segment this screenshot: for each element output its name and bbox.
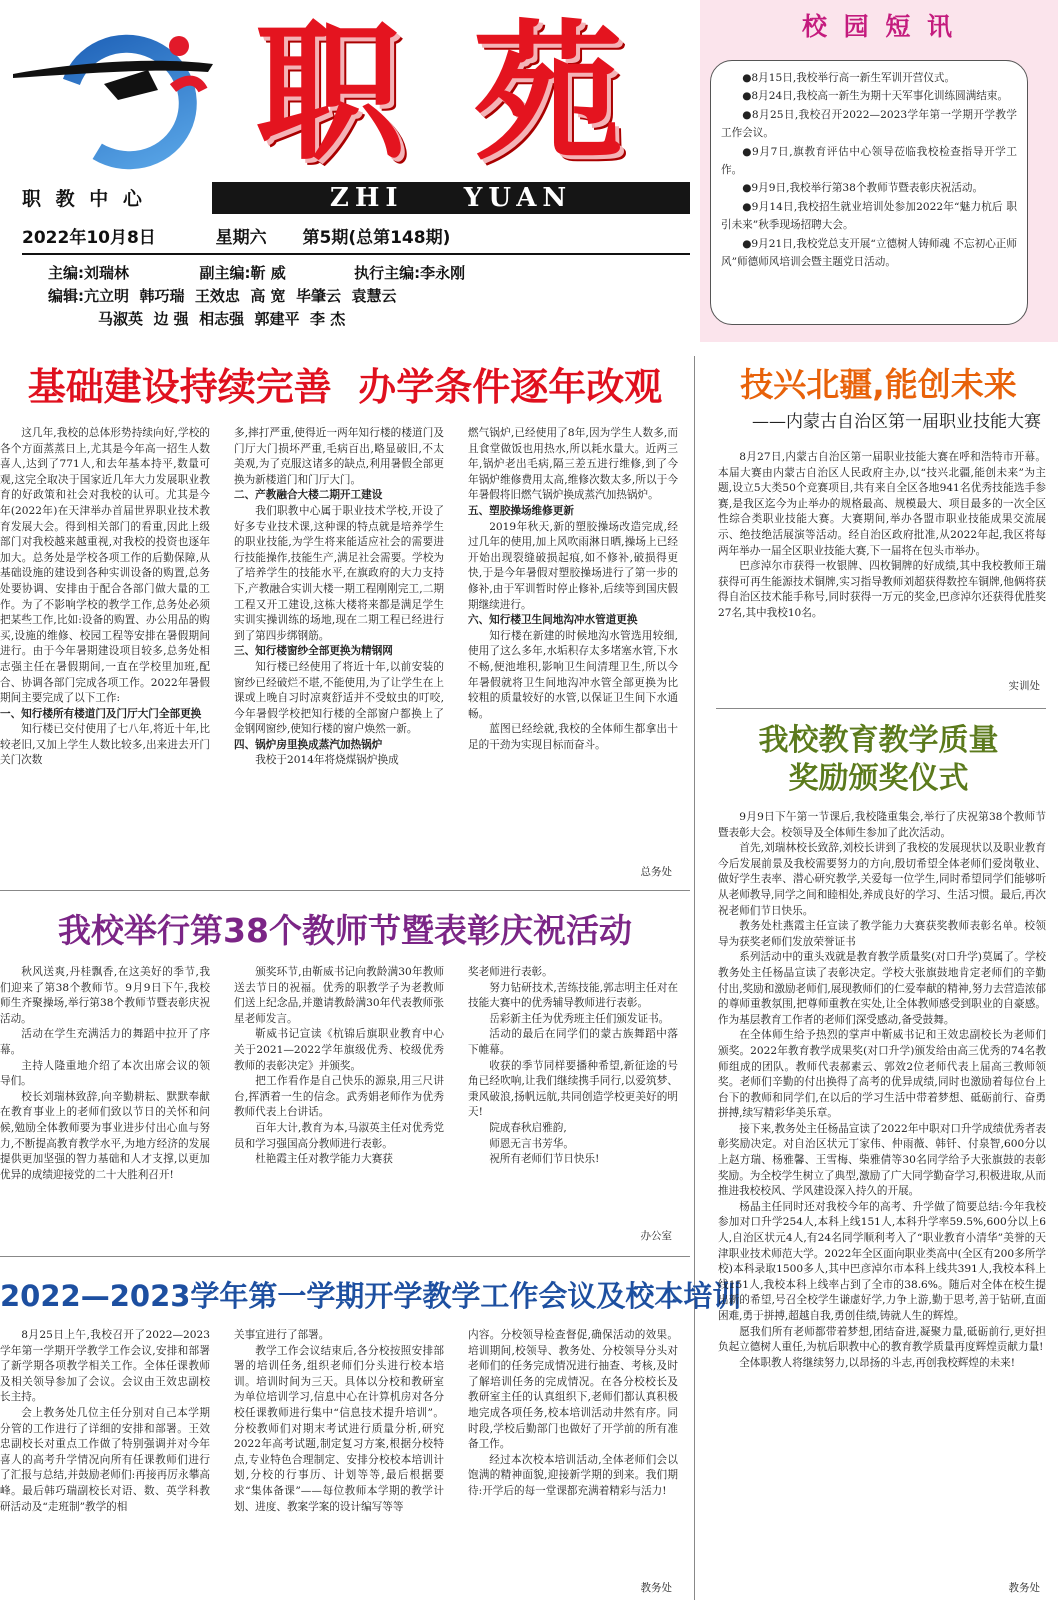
column-divider <box>694 356 695 1600</box>
section-heading: 二、产教融合大楼二期开工建设 <box>234 489 383 502</box>
paragraph: 知行楼在新建的时候地沟水管选用较细,使用了这么多年,水垢积存太多堵塞水管,下水不畅,便池堆积,影响卫生间清理卫生,所以今年暑假就将卫生间地沟冲水管全部更换为比较粗的质量较好的水管,以保证卫生间下水通畅。 <box>468 629 678 720</box>
article-skills-contest-author: 实训处 <box>1008 680 1040 692</box>
paragraph: 首先,刘瑞林校长致辞,刘校长讲到了我校的发展现状以及职业教育今后发展前景及我校需要努力的方向,殷切希望全体老师们爱岗敬业、做好学生表率、潜心研究教学,关爱每一位学生,同时希望同学们能够听从老师教导,同学之间和睦相处,养成良好的学习、生活习惯。最后,再次祝老师们节日快乐。 <box>718 842 1046 917</box>
campus-news-item: ●9月14日,我校招生就业培训处参加2022年“魅力杭后 职引未来”秋季现场招聘大会。 <box>721 200 1017 232</box>
paragraph: 活动的最后在同学们的蒙古族舞蹈中落下帷幕。 <box>468 1028 678 1056</box>
paragraph: 巴彦淖尔市获得一枚银牌、四枚铜牌的好成绩,其中我校教师王瑞获得可再生能源技术铜牌,实习指导教师刘超获得数控车铜牌,他俩将获得自治区技术能手称号,同时获得一万元的奖金,巴彦淖尔还获得优胜奖27名,其中我校10名。 <box>718 560 1046 619</box>
section-heading: 三、知行楼窗纱全部更换为精钢网 <box>234 645 393 658</box>
paragraph: 8月27日,内蒙古自治区第一届职业技能大赛在呼和浩特市开幕。本届大赛由内蒙古自治区人民政府主办,以“技兴北疆,能创未来”为主题,设立5大类50个竞赛项目,共有来自全区各地941名优秀技能选手参赛,是我区迄今为止举办的规格最高、规模最大、项目最多的一次全区性综合类职业技能大赛。大赛期间,举办各盟市职业技能成果交流展示、绝技绝活展演等活动。经自治区政府批准,从2022年起,我区将每两年举办一届全区职业技能大赛,下一届将在包头市举办。 <box>718 451 1046 557</box>
paragraph: 教学工作会议结束后,各分校按照安排部署的培训任务,组织老师们分头进行校本培训。培训时间为三天。具体以分校和教研室为单位培训学习,信息中心在计算机房对各分校任课教师进行集中“信息技术提升培训”。分校教师们对期末考试进行质量分析,研究2022年高考试题,制定复习方案,根据分校特点,专业特色合理制定、安排分校校本培训计划,分校的行事历、计划等等,最后根据要求“集体备课”——每位教师本学期的教学计划、进度、教案学案的设计编写等等 <box>234 1344 444 1513</box>
paragraph: 活动在学生充满活力的舞蹈中拉开了序幕。 <box>0 1028 210 1056</box>
paragraph: 主持人隆重地介绍了本次出席会议的领导们。 <box>0 1059 210 1088</box>
section-heading: 五、塑胶操场维修更新 <box>468 504 574 517</box>
chief-editor: 主编:刘瑞林 <box>48 264 129 282</box>
exec-editor: 执行主编:李永刚 <box>354 264 466 282</box>
campus-news-item: ●9月7日,旗教育评估中心领导莅临我校检查指导开学工作。 <box>721 145 1017 177</box>
article-infrastructure-col-3 <box>468 426 678 886</box>
paragraph: 靳威书记宣读《杭锦后旗职业教育中心关于2021—2022学年旗级优秀、校级优秀教师的表彰决定》并颁奖。 <box>234 1028 444 1072</box>
article-teachers-day-col-3 <box>468 965 678 1235</box>
masthead <box>0 0 690 345</box>
school-logo <box>8 26 218 176</box>
campus-news-box <box>710 60 1028 325</box>
article-quality-award-title-line-1: 我校教育教学质量 <box>758 723 999 758</box>
article-quality-award-title <box>706 722 1051 798</box>
section-heading: 六、知行楼卫生间地沟冲水管道更换 <box>468 614 638 627</box>
deputy-editor: 副主编:靳 威 <box>199 264 286 282</box>
paragraph: 我校于2014年将烧煤锅炉换成 <box>255 754 399 767</box>
paragraph: 奖老师进行表彰。 <box>468 966 553 978</box>
paragraph: 岳彩新主任为优秀班主任们颁发证书。 <box>489 1012 670 1025</box>
paragraph: 杜艳霞主任对教学能力大赛获 <box>255 1153 393 1166</box>
paragraph: 关事宜进行了部署。 <box>234 1329 330 1341</box>
campus-news-item: ●8月15日,我校举行高一新生军训开营仪式。 <box>742 72 956 84</box>
paragraph: 接下来,教务处主任杨晶宣读了2022年中职对口升学成绩优秀者表彰奖励决定。对自治区状元丁家伟、仲雨薇、韩钎、付泉智,600分以上赵方瑞、杨雅馨、王雪梅、柴雅倩等30名同学给予大张旗鼓的表彰奖励。为全校学生树立了典型,激励了广大同学勤奋学习,积极进取,从而推进我校校风、学风建设深入持久的开展。 <box>718 1122 1046 1198</box>
paragraph: 百年大计,教育为本,马淑英主任对优秀党员和学习强国高分教师进行表彰。 <box>234 1121 444 1150</box>
paragraph: 杨晶主任同时还对我校今年的高考、升学做了简要总结:今年我校参加对口升学254人,本科上线151人,本科升学率59.5%,600分以上6人,自治区状元4人,有24名同学顺利考入了“职业教育小清华”美誉的天津职业技术师范大学。2022年全区面向职业类高中(全区有200多所学校)本科录取1500多人,其中巴彦淖尔市本科上线共391人,我校本科上线151人,我校本科上线率占到了全市的38.6%。随后对全体在校生提出新的希望,号召全校学生谦虚好学,力争上游,勤于思考,善于钻研,直面困难,勇于拼搏,超越自我,勇创佳绩,铸就人生的辉煌。 <box>718 1200 1046 1322</box>
article-teachers-day-author: 办公室 <box>640 1230 672 1242</box>
paragraph: 8月25日上午,我校召开了2022—2023学年第一学期开学教学工作会议,安排和部署了新学期各项教学相关工作。全体任课教师及相关领导参加了会议。会议由王效忠副校长主持。 <box>0 1329 210 1404</box>
campus-news-list <box>721 69 1017 271</box>
editors-line-1: 编辑:亢立明 韩巧瑞 王效忠 高 宽 毕肇云 袁慧云 <box>48 287 397 305</box>
paragraph: 院成春秋启雅韵, <box>489 1121 567 1134</box>
masthead-date-row <box>22 226 690 250</box>
paragraph: 燃气锅炉,已经使用了8年,因为学生人数多,而且食堂做饭也用热水,所以耗水量大。近两三年,锅炉老出毛病,隔三差五进行维修,到了今年锅炉维修费用太高,维修次数太多,所以于今年暑假将旧燃气锅炉换成蒸汽加热锅炉。 <box>468 427 678 502</box>
paragraph: 教务处杜燕霞主任宣读了教学能力大赛获奖教师表彰名单。校领导为获奖老师们发放荣誉证书 <box>718 920 1046 948</box>
article-infrastructure-col-1 <box>0 426 210 886</box>
article-semester-meeting-col-2 <box>234 1328 444 1600</box>
article-skills-contest-body <box>718 450 1046 678</box>
section-heading: 四、锅炉房里换成蒸汽加热锅炉 <box>234 738 383 751</box>
article-semester-meeting-col-1 <box>0 1328 210 1600</box>
campus-news-title: 校 园 短 讯 <box>801 12 957 41</box>
article-semester-meeting-author: 教务处 <box>640 1582 672 1594</box>
editor-row-1 <box>48 262 688 285</box>
article-infrastructure-col-2 <box>234 426 444 886</box>
paragraph: 秋风送爽,丹桂飘香,在这美好的季节,我们迎来了第38个教师节。9月9日下午,我校师生齐聚操场,举行第38个教师节暨表彰庆祝活动。 <box>0 966 210 1025</box>
article-skills-contest-subtitle: ——内蒙古自治区第一届职业技能大赛 <box>752 412 1041 432</box>
paragraph: 校长刘瑞林致辞,向辛勤耕耘、默默奉献在教育事业上的老师们致以节日的关怀和问候,勉励全体教师要为事业进步付出心血与努力,不断提高教育教学水平,为地方经济的发展提供更加坚强的智力基础和人才支撑,以更加优异的成绩迎接党的二十大胜利召开! <box>0 1090 210 1181</box>
issue-number: 第5期(总第148期) <box>302 228 451 248</box>
article-skills-contest-title: 技兴北疆,能创未来 <box>740 365 1017 404</box>
article-teachers-day-col-1 <box>0 965 210 1255</box>
paragraph: 经过本次校本培训活动,全体老师们会以饱满的精神面貌,迎接新学期的到来。我们期待:开学后的每一堂课都充满着精彩与活力! <box>468 1453 678 1497</box>
article-quality-award-author: 教务处 <box>1008 1582 1040 1594</box>
paragraph: 系列活动中的重头戏就是教育教学质量奖(对口升学)莫属了。学校教务处主任杨晶宣读了表彰决定。学校大张旗鼓地肯定老师们的辛勤付出,奖励和激励老师们,展现教师们的仁爱奉献的精神,努力去营造浓郁的尊师重教氛围,把尊师重教在实处,让全体教师感受到职业的自豪感。作为基层教育工作者的老师们深受感动,备受鼓舞。 <box>718 951 1046 1026</box>
masthead-org: 职 教 中 心 <box>22 188 146 210</box>
paragraph: 这几年,我校的总体形势持续向好,学校的各个方面蒸蒸日上,尤其是今年高一招生人数喜人,达到了771人,和去年基本持平,数量可观,这完全取决于国家近几年大力发展职业教育的好政策和社会对我校的认可。尤其是今年(2022年)在天津举办首届世界职业技术教育发展大会。得到相关部门的看重,因此上级部门对我校越来越重视,对我校的投资也逐年加大。总务处是学校各项工作的后勤保障,从基础设施的建设到各种实训设备的购置,总务处要协调、安排由于配合各部门做大量的工作。为了不影响学校的教学工作,总务处必须把某些工作,比如:设备的购置、办公用品的购买,设施的维修、校园工程等安排在暑假期间进行。由于今年暑期建设项目较多,总务处相志强主任在暑假期间,一直在学校里加班,配合、协调各部门完成各项工作。2022年暑假期间主要完成了以下工作: <box>0 427 210 705</box>
editors-line-2: 马淑英 边 强 相志强 郭建平 李 杰 <box>98 310 346 328</box>
paragraph: 多,摔打严重,使得近一两年知行楼的楼道门及门厅大门损坏严重,毛病百出,略显破旧,不太美观,为了克服这诸多的缺点,利用暑假全部更换为新楼道门和门厅大门。 <box>234 427 444 486</box>
paragraph: 祝所有老师们节日快乐! <box>489 1153 600 1166</box>
article-semester-meeting-title: 2022—2023学年第一学期开学教学工作会议及校本培训 <box>0 1279 742 1313</box>
rule-a2-bottom <box>0 1256 690 1257</box>
paragraph: 知行楼已经使用了将近十年,以前安装的窗纱已经破烂不堪,不能使用,为了让学生在上课或上晚自习时凉爽舒适并不受蚊虫的叮咬,今年暑假学校把知行楼的全部窗户都换上了金钢网窗纱,使知行楼的窗户焕然一新。 <box>234 660 444 736</box>
paragraph: 蓝图已经绘就,我校的全体师生都拿出十足的干劲为实现目标而奋斗。 <box>468 723 678 751</box>
paragraph: 师恩无言书芳华。 <box>489 1137 574 1150</box>
paragraph: 会上教务处几位主任分别对自己本学期分管的工作进行了详细的安排和部署。王效忠副校长对重点工作做了特别强调并对今年喜人的高考升学情况向所有任课教师们进行了汇报与总结,并鼓励老师们:再接再厉永攀高峰。最后韩巧瑞副校长对语、数、英学科教研活动及“走班制”教学的相 <box>0 1406 210 1513</box>
paragraph: 知行楼已交付使用了七八年,将近十年,比较老旧,又加上学生人数比较多,出来进去开门关门次数 <box>0 723 210 767</box>
issue-date: 2022年10月8日 <box>22 228 156 248</box>
article-quality-award-body <box>718 810 1046 1580</box>
masthead-title: 职 苑 <box>255 5 632 181</box>
paragraph: 在全体师生给予热烈的掌声中靳威书记和王效忠副校长为老师们颁奖。2022年教育教学成果奖(对口升学)颁发给由高三优秀的74名教师组成的团队。教师代表郝素云、郭效2位老师代表上届高三教师领奖。老师们辛勤的付出换得了高考的优异成绩,同时也激励着每位台上台下的教师和同学们,在以后的学习生活中带着梦想、砥砺前行、奋勇拼搏,续写精彩华美乐章。 <box>718 1029 1046 1120</box>
campus-news-panel <box>700 0 1058 342</box>
paragraph: 收获的季节同样要播种希望,新征途的号角已经吹响,让我们继续携手同行,以爱筑梦、秉风破浪,扬帆远航,共同创造学校更美好的明天! <box>468 1059 678 1119</box>
article-quality-award-title-line-2: 奖励颁奖仪式 <box>788 761 969 796</box>
paragraph: 把工作看作是自己快乐的源泉,用三尺讲台,挥洒着一生的信念。武秀娟老师作为优秀教师代表上台讲话。 <box>234 1075 444 1119</box>
paragraph: 颁奖环节,由靳威书记向教龄满30年教师送去节日的祝福。优秀的职教学子为老教师们送上纪念品,并邀请教龄满30年代表教师张星老师发言。 <box>234 966 444 1025</box>
paragraph: 2019年秋天,新的塑胶操场改造完成,经过几年的使用,加上风吹雨淋日晒,操场上已经开始出现裂缝破损起痕,如不修补,破损得更快,于是今年暑假对塑胶操场进行了第一步的修补,由于军训暂时停止修补,后续等到国庆假期继续进行。 <box>468 520 678 611</box>
section-heading: 一、知行楼所有楼道门及门厅大门全部更换 <box>0 707 202 720</box>
campus-news-item: ●8月24日,我校高一新生为期十天军事化训练圆满结束。 <box>742 90 1009 103</box>
rule-a4-bottom <box>716 708 1046 709</box>
issue-weekday: 星期六 <box>215 228 267 248</box>
campus-news-item: ●9月9日,我校举行第38个教师节暨表彰庆祝活动。 <box>742 182 984 195</box>
rule-a1-bottom <box>0 890 690 891</box>
paragraph: 愿我们所有老师都带着梦想,团结奋进,凝聚力量,砥砺前行,更好担负起立德树人重任,为杭后职教中心的教育教学质量再度辉煌贡献力量! <box>718 1325 1046 1354</box>
editor-block <box>48 262 688 331</box>
campus-news-item: ●9月21日,我校党总支开展“立德树人铸师魂 不忘初心正师风”师德师风培训会暨主题党日活动。 <box>721 237 1017 269</box>
masthead-pinyin-band <box>212 182 690 214</box>
paragraph: 9月9日下午第一节课后,我校隆重集会,举行了庆祝第38个教师节暨表彰大会。校领导及全体师生参加了此次活动。 <box>718 811 1046 839</box>
article-semester-meeting-col-3 <box>468 1328 678 1580</box>
article-teachers-day-col-2 <box>234 965 444 1255</box>
article-infrastructure-title: 基础建设持续完善 办学条件逐年改观 <box>27 365 663 409</box>
paragraph: 我们职教中心属于职业技术学校,开设了好多专业技术课,这种课的特点就是培养学生的职业技能,为学生将来能适应社会的需要进行技能操作,技能生产,满足社会需要。学校为了培养学生的技能水平,在旗政府的大力支持下,产教融合实训大楼一期工程刚刚完工,二期工程又开工建设,这栋大楼将来都是满足学生实训实操训练的场地,现在二期工程已经进行到了第四步绑钢筋。 <box>234 504 444 642</box>
article-infrastructure-author: 总务处 <box>640 866 672 878</box>
paragraph: 内容。分校领导检查督促,确保活动的效果。培训期间,校领导、教务处、分校领导分头对老师们的任务完成情况进行抽查、考核,及时了解培训任务的完成情况。在各分校校长及教研室主任的认真组织下,老师们都认真积极地完成各项任务,校本培训活动井然有序。同时段,学校后勤部门也做好了开学前的所有准备工作。 <box>468 1329 678 1451</box>
paragraph: 努力钻研技术,苦练技能,郭志明主任对在技能大赛中的优秀辅导教师进行表彰。 <box>468 981 678 1010</box>
masthead-rule <box>22 253 690 255</box>
paragraph: 全体职教人将继续努力,以昂扬的斗志,再创我校辉煌的未来! <box>739 1356 1016 1369</box>
campus-news-item: ●8月25日,我校召开2022—2023学年第一学期开学教学工作会议。 <box>721 108 1017 140</box>
masthead-pinyin: ZHI YUAN <box>329 183 573 213</box>
article-teachers-day-title: 我校举行第38个教师节暨表彰庆祝活动 <box>58 911 632 950</box>
